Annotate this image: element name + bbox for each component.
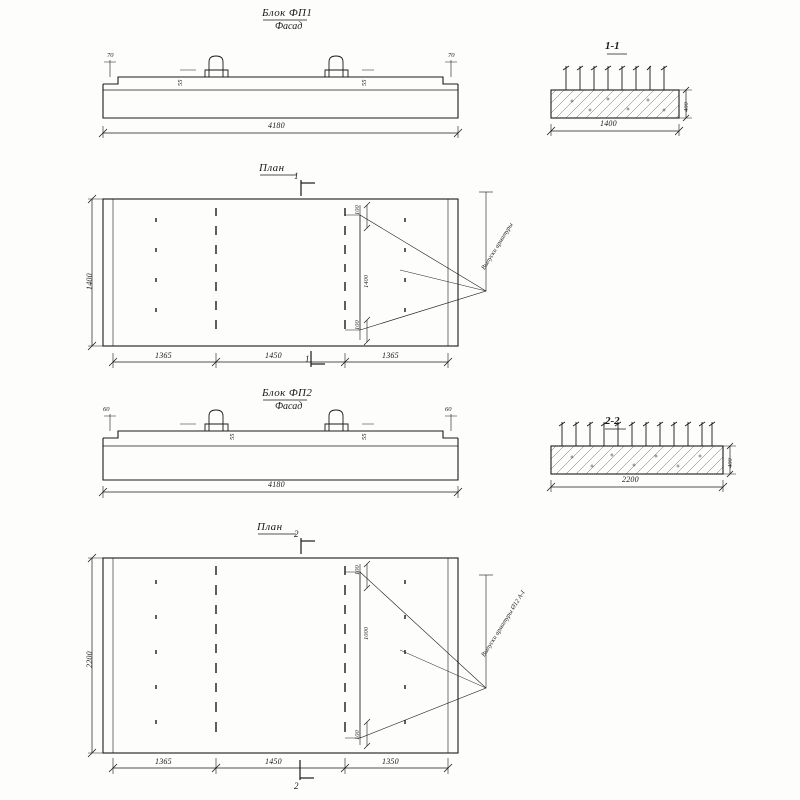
fp1-plan-small-dim-1: 100 [354, 205, 361, 215]
fp1-loop-left-dim: 55 [177, 79, 184, 86]
fp1-title: Блок ФП1 [262, 7, 313, 19]
section-1-1-height-dim: 400 [683, 102, 690, 112]
fp2-plan-dim-2: 1450 [265, 757, 282, 766]
fp1-edge-right-dim: 70 [448, 52, 455, 59]
fp2-plan-dim-3: 1350 [382, 757, 399, 766]
fp2-plan-inner-dim: 1000 [363, 627, 370, 640]
fp2-plan-callout: Выпуски арматуры Ø12 А-I [480, 589, 527, 659]
fp2-edge-right-dim: 60 [445, 406, 452, 413]
section-2-2-height-dim: 400 [727, 458, 734, 468]
fp1-section-mark-top: 1 [294, 171, 299, 181]
fp2-section-mark-bottom: 2 [294, 781, 299, 791]
fp1-edge-left-dim: 70 [107, 52, 114, 59]
fp1-plan-inner-dim: 1400 [363, 275, 370, 288]
fp1-plan-dim-1: 1365 [155, 351, 172, 360]
fp1-plan-callout: Выпуски арматуры [480, 221, 515, 272]
fp2-loop-left-dim: 55 [229, 433, 236, 440]
fp2-loop-right-dim: 55 [361, 433, 368, 440]
section-1-1-width-dim: 1400 [600, 119, 617, 128]
fp1-length-dim: 4180 [268, 121, 285, 130]
fp1-plan-width-dim: 1400 [85, 273, 94, 290]
fp2-edge-left-dim: 60 [103, 406, 110, 413]
fp2-plan-title: План [257, 521, 283, 533]
fp1-plan-dim-2: 1450 [265, 351, 282, 360]
fp1-plan-title: План [259, 162, 285, 174]
fp2-plan-small-dim-1: 100 [354, 565, 361, 575]
fp2-title: Блок ФП2 [262, 387, 313, 399]
fp1-plan-dim-3: 1365 [382, 351, 399, 360]
fp2-subtitle: Фасад [275, 401, 303, 412]
section-1-1-title: 1-1 [605, 40, 620, 52]
section-2-2-title: 2-2 [605, 415, 620, 427]
fp1-section-mark-bottom: 1 [305, 354, 310, 364]
fp1-plan-small-dim-2: 100 [354, 320, 361, 330]
fp2-plan-dim-1: 1365 [155, 757, 172, 766]
fp1-loop-right-dim: 55 [361, 79, 368, 86]
fp2-plan-width-dim: 2200 [85, 651, 94, 668]
fp2-section-mark-top: 2 [294, 529, 299, 539]
section-2-2-width-dim: 2200 [622, 475, 639, 484]
fp2-length-dim: 4180 [268, 480, 285, 489]
fp2-plan-small-dim-2: 100 [354, 730, 361, 740]
fp1-subtitle: Фасад [275, 21, 303, 32]
